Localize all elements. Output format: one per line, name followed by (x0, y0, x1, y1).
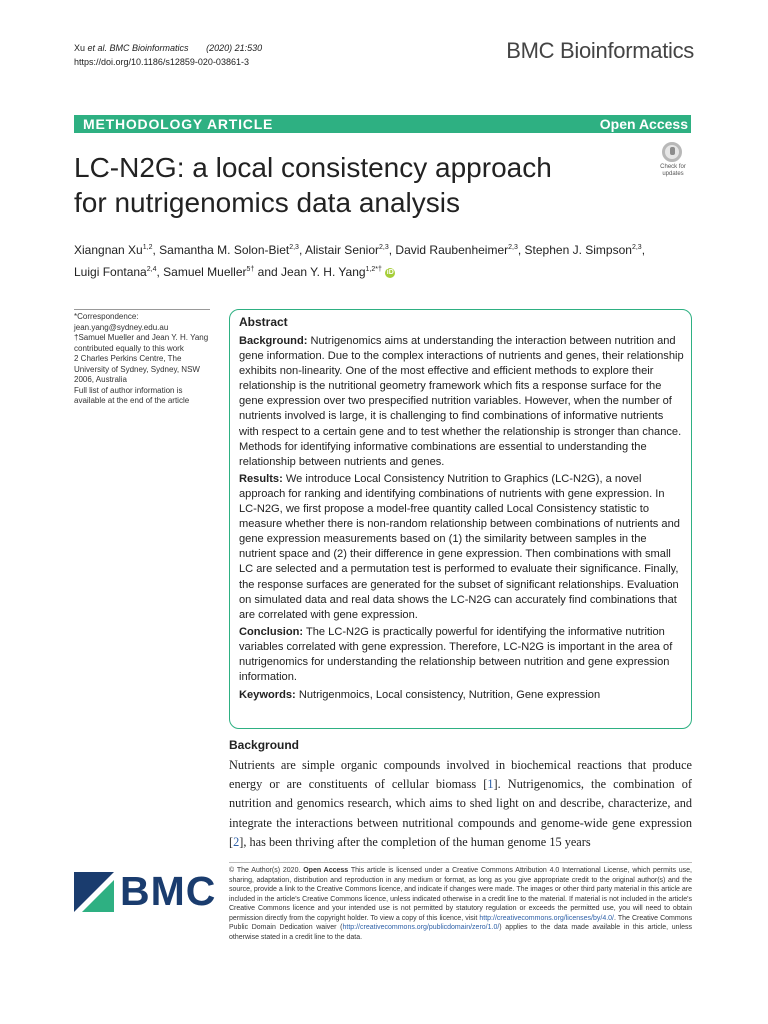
full-list-note: Full list of author information is available at the end of the article (74, 385, 190, 405)
background-text-3: ], has been thriving after the completion of the human genome 15 years (239, 834, 591, 849)
citation-year: (2020) 21:530 (206, 43, 263, 53)
license-text-2: . The Creative Commons Public Domain Dedication waiver ( (229, 914, 692, 931)
abstract-background-label: Background: (239, 335, 308, 347)
correspondence-email[interactable]: jean.yang@sydney.edu.au (74, 322, 169, 332)
bookmark-icon (662, 142, 682, 162)
abstract-background (239, 334, 685, 470)
and-word: and (257, 265, 278, 279)
check-updates-line-2: updates (662, 171, 684, 177)
author-affil: 2,4 (146, 266, 157, 273)
license-text-3: ) applies to the data made available in this article, unless otherwise stated in a credit line to the data. (229, 924, 692, 941)
author: Alistair Senior (304, 243, 379, 257)
orcid-icon[interactable]: iD (386, 268, 394, 276)
citation-authors: Xu (74, 43, 86, 53)
title-line-2: for nutrigenomics data analysis (74, 187, 460, 218)
check-for-updates-button[interactable] (655, 140, 691, 178)
background-heading: Background (229, 738, 300, 752)
doi-link[interactable]: https://doi.org/10.1186/s12859-020-03861-3 (74, 57, 249, 67)
background-text-1: Nutrients are simple organic compounds involved in biochemical reactions that produce energy or are constituents of cellular biomass [ (229, 758, 692, 792)
abstract-keywords (239, 688, 685, 703)
background-paragraph (229, 756, 692, 852)
license-text-1: This article is licensed under a Creative Commons Attribution 4.0 International License, which permits use, sharing, adaptation, distribution and reproduction in any medium or format, as long as you give appropriate credit to the original author(s) and the source, provide a link to the Creative Commons licence, and indicate if changes were made. The images or other third party material in this article are included in the article's Creative Commons licence, unless indicated otherwise in a credit line to the material. If material is not included in the article's Creative Commons licence and your intended use is not permitted by statutory regulation or exceeds the permitted use, you will need to obtain permission directly from the copyright holder. To view a copy of this licence, visit (229, 867, 692, 922)
title-line-1: LC-N2G: a local consistency approach (74, 152, 552, 183)
check-updates-line-1: Check for (660, 164, 686, 170)
author-affil: 2,3 (631, 244, 642, 251)
keywords-label: Keywords: (239, 689, 296, 702)
author-affil: 2,3 (379, 244, 389, 251)
citation-journal: et al. BMC Bioinformatics (87, 43, 189, 53)
open-access-label: Open Access (599, 116, 688, 132)
background-text-2: ]. Nutrigenomics, the combination of nutrition and genomics research, which aims to shed light on and describe, characterize, and integrate the interactions between nutritional compounds and genome-wide gene expression [ (229, 777, 692, 849)
license-text (229, 866, 692, 942)
abstract-conclusion (239, 625, 685, 685)
author: Samantha M. Solon-Biet (159, 243, 290, 257)
license-link-1[interactable]: http://creativecommons.org/licenses/by/4.0/ (479, 914, 614, 922)
correspondence-label: *Correspondence: (74, 312, 139, 321)
license-copyright: © The Author(s) 2020. (229, 867, 301, 874)
journal-name: BMC Bioinformatics (506, 38, 694, 63)
author: Luigi Fontana (74, 265, 147, 279)
author: David Raubenheimer (395, 243, 509, 257)
bmc-logo-icon (74, 872, 114, 912)
author-affil: 5† (246, 266, 255, 273)
article-type: METHODOLOGY ARTICLE (83, 116, 274, 132)
check-for-updates-label (654, 164, 692, 178)
license-link-2[interactable]: http://creativecommons.org/publicdomain/zero/1.0/ (342, 924, 500, 931)
paper-title (74, 150, 634, 220)
bmc-logo-text: BMC (120, 868, 217, 914)
abstract-results-label: Results: (239, 472, 283, 485)
running-header (74, 41, 262, 69)
abstract-body (239, 334, 685, 705)
author-list: Xiangnan Xu$^{1,2}$, Samantha M. Solon-Biet$^{2,3}$, Alistair Senior$^{2,3}$, David Raubenheimer$^{2,3}$, Stephen J. Simpson$^{2,3}$, Luigi Fontana$^{2,4}$, Samuel Mueller$^{5\dagger}$ and Jean Y. H. Yang$^{1,2*\dagger}$ iD (74, 243, 646, 279)
author: Xiangnan Xu (74, 243, 143, 257)
reference-link-2[interactable]: 2 (233, 834, 240, 849)
author-affil: 2,3 (289, 244, 299, 251)
abstract-conclusion-label: Conclusion: (239, 625, 304, 638)
license-open-access: Open Access (303, 867, 349, 874)
abstract-results-text: We introduce Local Consistency Nutrition to Graphics (LC-N2G), a novel approach for ranking and identifying combinations of nutrients with gene expression. In LC-N2G, we first propose a model-free quantity called Local Consistency statistic to measure whether there is non-random relationship between combinations of nutrients and gene expression measurements based on (1) the similarity between samples in the nutrient space and (2) their difference in gene expression. Then combinations with small LC are selected and a permutation test is performed to evaluate their significance. Finally, the response surfaces are generated for the subset of significant relationships. Evaluation on simulated data and real data shows the LC-N2G can accurately find combinations that are correlated with gene expression. (239, 472, 680, 621)
abstract-heading: Abstract (239, 315, 288, 329)
keywords-text: Nutrigenmoics, Local consistency, Nutrition, Gene expression (298, 689, 601, 702)
abstract-conclusion-text: The LC-N2G is practically powerful for identifying the informative nutrition variables correlated with gene expression. Therefore, LC-N2G is important in the area of nutrigenomics for understanding the relationship between nutrition and gene expression information. (239, 625, 673, 684)
affiliation-note: 2 Charles Perkins Centre, The University of Sydney, Sydney, NSW 2006, Australia (74, 354, 200, 384)
abstract-background-text: Nutrigenomics aims at understanding the interaction between nutrition and gene information. Due to the complex interactions of nutrients and genes, their relationship exhibits non-linearity. One of the most effective and efficient methods to explore their relationship is the nutritional geometry framework which fits a response surface for the gene expression over two prespecified nutrition variables. However, when the number of nutrients involved is large, it is challenging to find combinations of informative nutrients with respect to a certain gene and to test whether the relationship is stronger than chance. Methods for identifying informative combinations are essential to understanding the relationship between nutrients and genes. (239, 335, 684, 468)
author: Stephen J. Simpson (524, 243, 632, 257)
citation-line (74, 41, 262, 55)
author: Samuel Mueller (163, 265, 247, 279)
reference-link-1[interactable]: 1 (487, 777, 494, 792)
correspondence-sidebar (74, 312, 214, 407)
equal-contribution-note: †Samuel Mueller and Jean Y. H. Yang contributed equally to this work (74, 333, 209, 353)
abstract-results (239, 472, 685, 623)
sidebar-divider (74, 309, 210, 310)
author-affil: 1,2*† (365, 266, 382, 273)
license-divider (229, 862, 692, 863)
author: Jean Y. H. Yang (281, 265, 366, 279)
bmc-logo (74, 868, 217, 914)
article-type-band (74, 115, 691, 133)
author-affil: 2,3 (508, 244, 518, 251)
author-affil: 1,2 (142, 244, 153, 251)
